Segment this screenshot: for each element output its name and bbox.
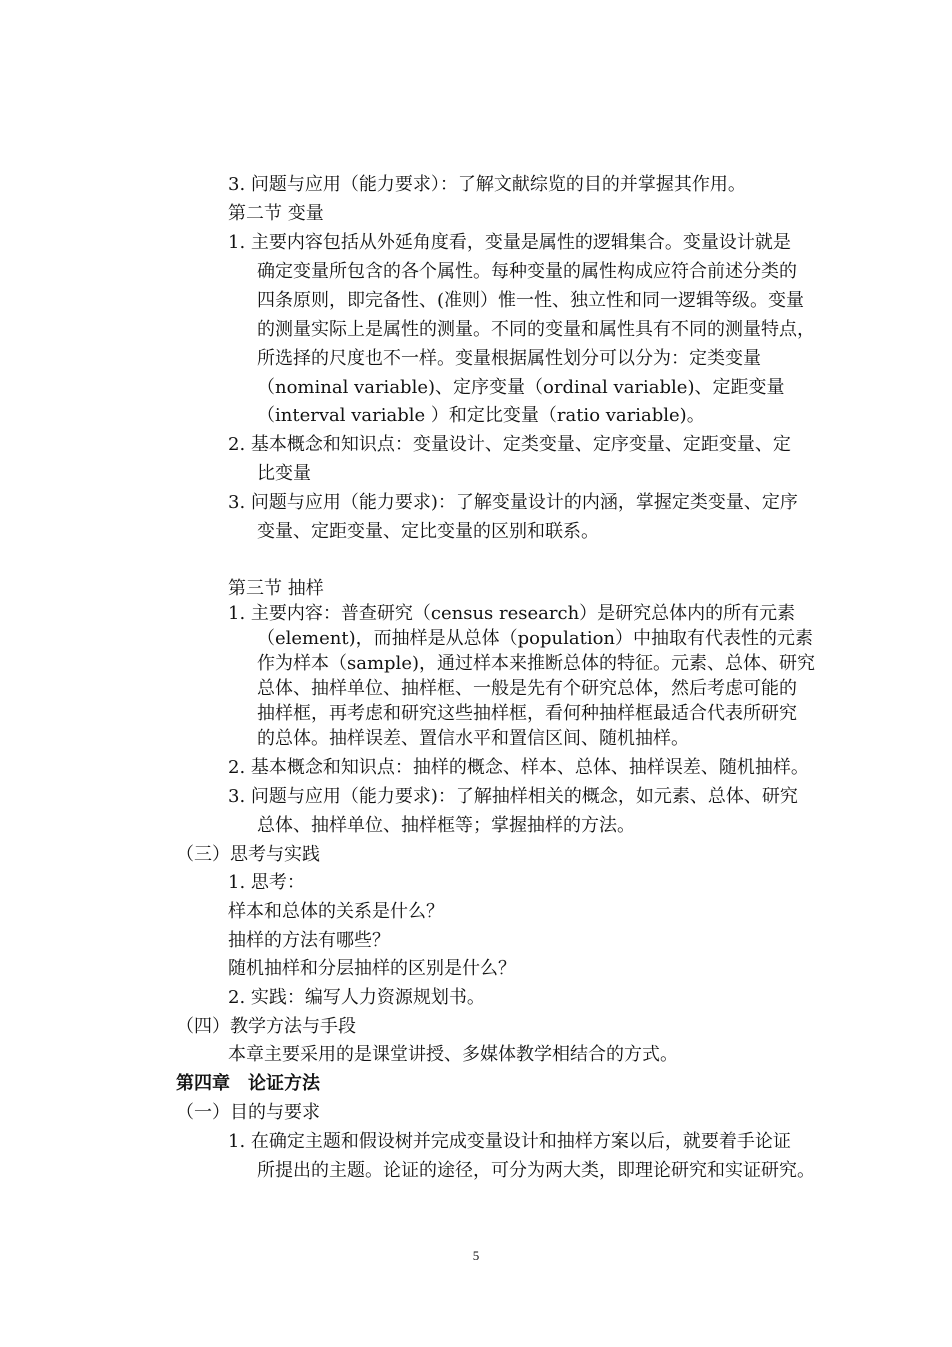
text-line: 2. 基本概念和知识点：抽样的概念、样本、总体、抽样误差、随机抽样。 [228, 757, 809, 778]
subsection-heading: （三）思考与实践 [176, 844, 320, 865]
chapter-heading: 第四章 论证方法 [176, 1073, 320, 1094]
text-line: 3. 问题与应用（能力要求)：了解抽样相关的概念，如元素、总体、研究 [228, 786, 798, 807]
text-line: 的测量实际上是属性的测量。不同的变量和属性具有不同的测量特点， [257, 319, 815, 340]
text-line: 总体、抽样单位、抽样框、一般是先有个研究总体，然后考虑可能的 [257, 678, 797, 699]
text-line: （element)，而抽样是从总体（population）中抽取有代表性的元素 [257, 628, 814, 649]
text-line: 的总体。抽样误差、置信水平和置信区间、随机抽样。 [257, 728, 689, 749]
text-line: （nominal variable)、定序变量（ordinal variable)、定距变量 [257, 377, 785, 398]
page-number: 5 [472, 1248, 480, 1263]
text-line: 样本和总体的关系是什么？ [228, 901, 444, 922]
text-line: 四条原则，即完备性、(准则）惟一性、独立性和同一逻辑等级。变量 [257, 290, 805, 311]
section-heading: 第二节 变量 [228, 203, 324, 224]
subsection-heading: （一）目的与要求 [176, 1102, 320, 1123]
text-line: 作为样本（sample)，通过样本来推断总体的特征。元素、总体、研究 [257, 653, 815, 674]
text-line: 2. 基本概念和知识点：变量设计、定类变量、定序变量、定距变量、定 [228, 434, 791, 455]
text-line: 所选择的尺度也不一样。变量根据属性划分可以分为：定类变量 [257, 348, 761, 369]
text-line: 确定变量所包含的各个属性。每种变量的属性构成应符合前述分类的 [257, 261, 797, 282]
text-line: 随机抽样和分层抽样的区别是什么？ [228, 958, 516, 979]
text-line: 比变量 [257, 463, 311, 484]
text-line: 3. 问题与应用（能力要求）：了解文献综览的目的并掌握其作用。 [228, 174, 746, 195]
text-line: 总体、抽样单位、抽样框等；掌握抽样的方法。 [257, 815, 635, 836]
text-line: 1. 主要内容：普查研究（census research）是研究总体内的所有元素 [228, 603, 796, 624]
subsection-heading: （四）教学方法与手段 [176, 1016, 356, 1037]
text-line: 1. 在确定主题和假设树并完成变量设计和抽样方案以后，就要着手论证 [228, 1131, 791, 1152]
text-line: 3. 问题与应用（能力要求)：了解变量设计的内涵，掌握定类变量、定序 [228, 492, 798, 513]
text-line: 变量、定距变量、定比变量的区别和联系。 [257, 521, 599, 542]
text-line: 2. 实践：编写人力资源规划书。 [228, 987, 485, 1008]
text-line: 1. 主要内容包括从外延角度看，变量是属性的逻辑集合。变量设计就是 [228, 232, 791, 253]
text-line: 1. 思考： [228, 872, 305, 893]
text-line: 抽样的方法有哪些？ [228, 930, 390, 951]
text-line: 本章主要采用的是课堂讲授、多媒体教学相结合的方式。 [228, 1044, 678, 1065]
section-heading: 第三节 抽样 [228, 578, 324, 599]
text-line: 抽样框，再考虑和研究这些抽样框，看何种抽样框最适合代表所研究 [257, 703, 797, 724]
text-line: （interval variable ）和定比变量（ratio variable)。 [257, 405, 705, 426]
text-line: 所提出的主题。论证的途径，可分为两大类，即理论研究和实证研究。 [257, 1160, 815, 1181]
